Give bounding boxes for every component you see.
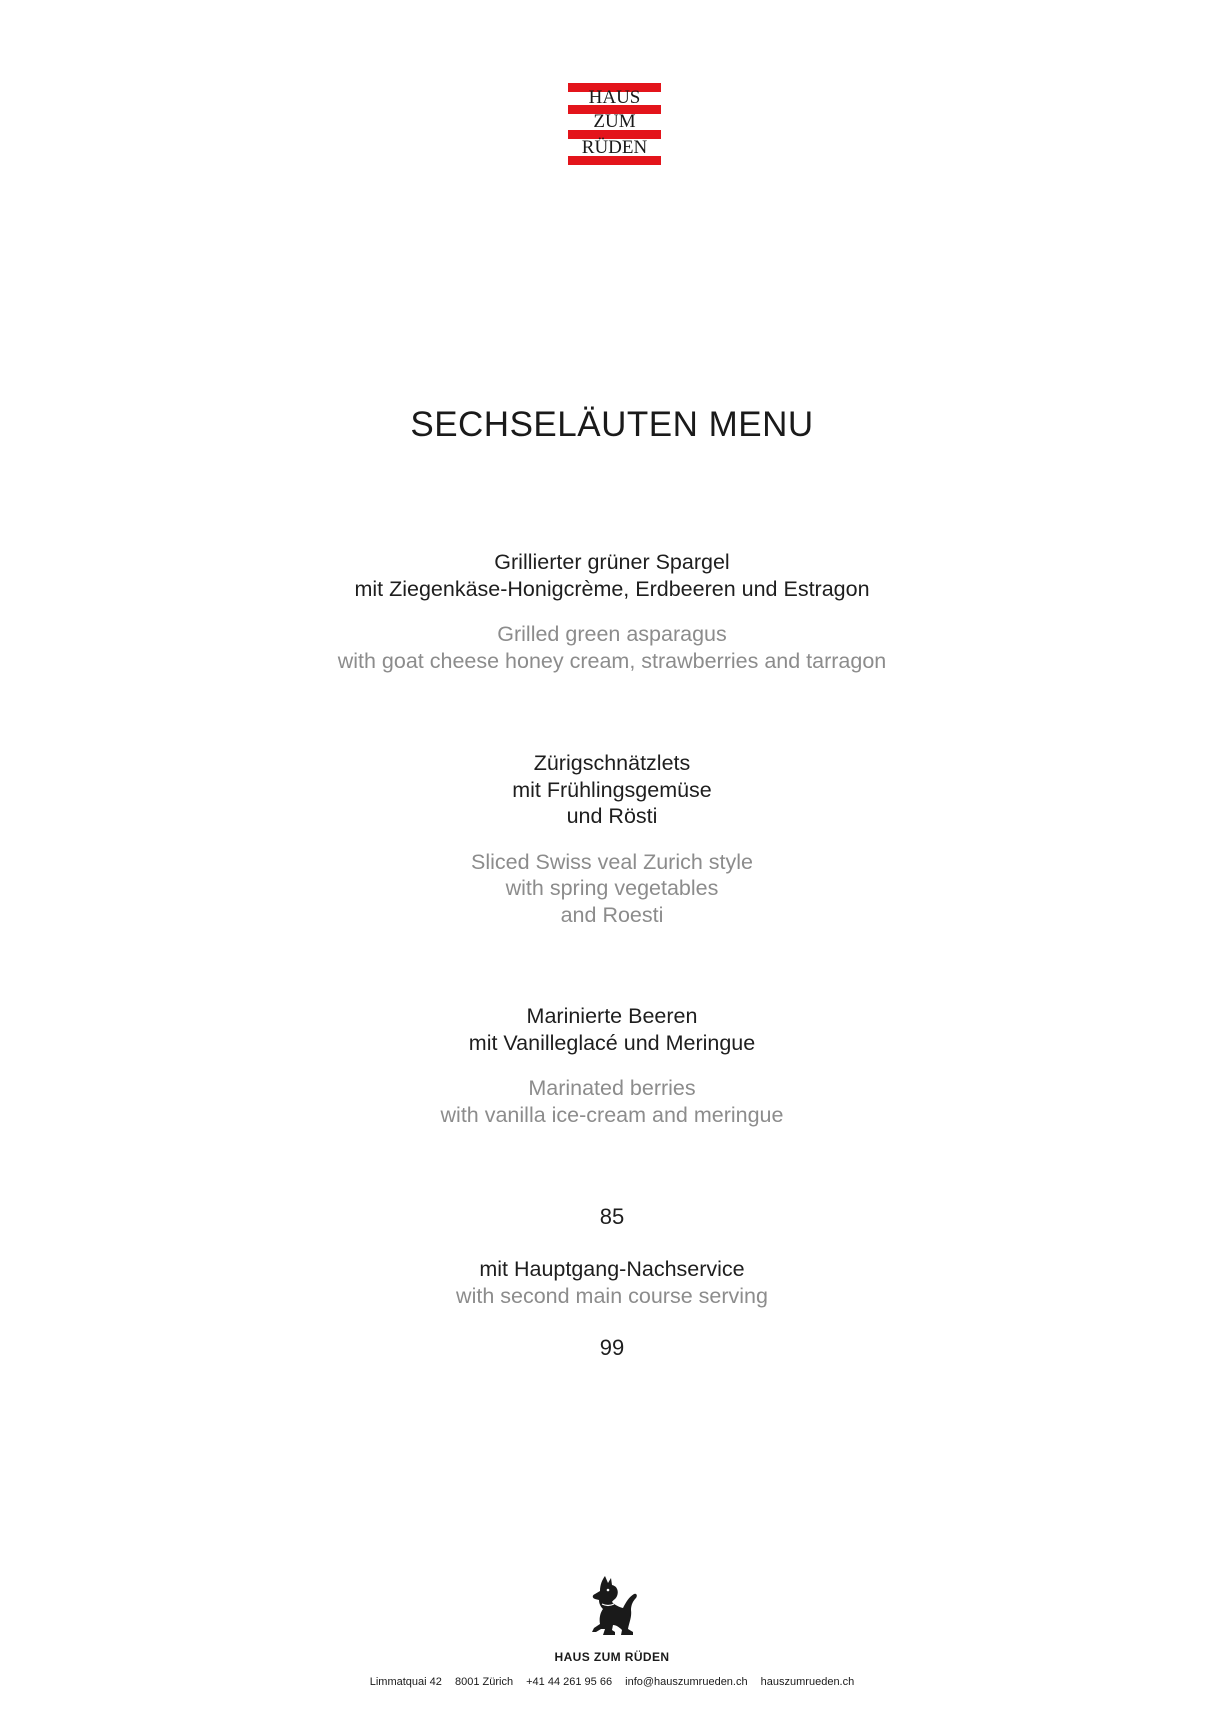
logo-line-2: ZUM bbox=[593, 111, 636, 132]
price-menu: 85 bbox=[599, 1204, 625, 1229]
course-starter bbox=[0, 549, 1224, 674]
course-1-de-line-1: Grillierter grüner Spargel bbox=[494, 550, 730, 574]
haus-zum-rueden-logo-icon bbox=[568, 83, 661, 169]
course-main bbox=[0, 750, 1224, 928]
logo-line-3: RÜDEN bbox=[581, 137, 648, 158]
footer-contact bbox=[0, 1676, 1224, 1688]
pricing-option bbox=[0, 1256, 1224, 1309]
option-de: mit Hauptgang-Nachservice bbox=[479, 1257, 745, 1281]
course-2-en-line-2: with spring vegetables bbox=[505, 876, 719, 900]
price-with-option: 99 bbox=[599, 1335, 625, 1360]
logo bbox=[568, 83, 661, 169]
course-2-de-line-2: mit Frühlingsgemüse bbox=[512, 777, 712, 802]
course-1-de-line-2: mit Ziegenkäse-Honigcrème, Erdbeeren und Estragon bbox=[354, 576, 870, 601]
course-3-en-line-2: with vanilla ice-cream and meringue bbox=[440, 1102, 784, 1127]
footer-email[interactable]: info@hauszumrueden.ch bbox=[625, 1676, 748, 1688]
logo-line-1: HAUS bbox=[588, 87, 641, 108]
course-3-de-line-1: Marinierte Beeren bbox=[526, 1004, 698, 1028]
course-2-de-line-3: und Rösti bbox=[566, 804, 658, 828]
footer-restaurant-name: HAUS ZUM RÜDEN bbox=[554, 1650, 670, 1664]
option-en: with second main course serving bbox=[456, 1283, 768, 1308]
footer-website[interactable]: hauszumrueden.ch bbox=[760, 1676, 855, 1688]
footer-address: Limmatquai 42 bbox=[369, 1676, 442, 1688]
course-2-en-line-1: Sliced Swiss veal Zurich style bbox=[471, 849, 753, 874]
dog-emblem-icon bbox=[588, 1574, 640, 1636]
footer-phone[interactable]: +41 44 261 95 66 bbox=[526, 1676, 613, 1688]
menu-title: SECHSELÄUTEN MENU bbox=[410, 405, 814, 444]
course-2-de-line-1: Zürigschnätzlets bbox=[533, 751, 691, 775]
footer-city: 8001 Zürich bbox=[454, 1676, 514, 1688]
course-3-en-line-1: Marinated berries bbox=[528, 1076, 696, 1100]
course-1-en-line-2: with goat cheese honey cream, strawberries and tarragon bbox=[337, 648, 887, 673]
course-1-en-line-1: Grilled green asparagus bbox=[497, 622, 727, 646]
course-dessert bbox=[0, 1003, 1224, 1128]
course-2-en-line-3: and Roesti bbox=[560, 902, 664, 927]
course-3-de-line-2: mit Vanilleglacé und Meringue bbox=[468, 1030, 756, 1055]
